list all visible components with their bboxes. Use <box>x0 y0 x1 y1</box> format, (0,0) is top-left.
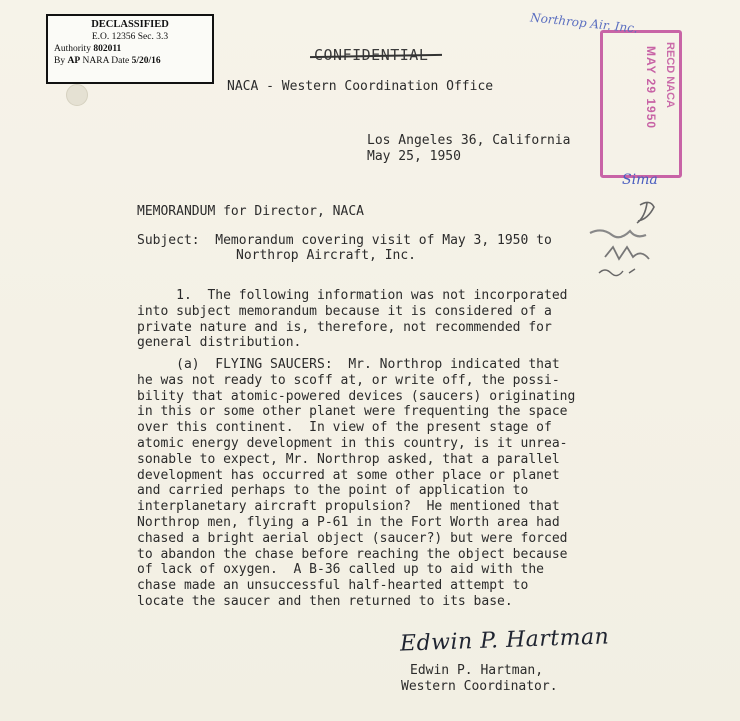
punch-hole <box>66 84 88 106</box>
handwritten-routing-marks <box>585 195 685 285</box>
handwritten-note-company: Northrop Air. Inc. <box>529 10 639 36</box>
declassified-by: By AP NARA Date 5/20/16 <box>54 56 161 66</box>
paragraph-2: (a) FLYING SAUCERS: Mr. Northrop indicated that he was not ready to scoff at, or write off, the possi- bility that atomic-powered devices (saucers) originating in this or some other planet were frequenting the space over this continent. In view of the present stage of atomic energy development in this country, is it unrea- sonable to expect, Mr. Northrop asked, that a parallel development has occurred at some other place or planet and carried perhaps to the point of application to interplanetary aircraft propulsion? He mentioned that Northrop men, flying a P-61 in the Fort Worth area had chased a bright aerial object (saucer?) but were forced to abandon the chase before reaching the object because of lack of oxygen. A B-36 called up to aid with the chase made an unsuccessful half-hearted attempt to locate the saucer and then returned to its base. <box>137 357 576 609</box>
handwritten-signature: Edwin P. Hartman <box>399 624 610 657</box>
declassified-stamp <box>46 14 214 84</box>
declassified-eo: E.O. 12356 Sec. 3.3 <box>91 32 169 42</box>
received-stamp-label: RECD NACA <box>664 42 676 108</box>
handwritten-initials: Sima <box>622 172 658 188</box>
signatory-name: Edwin P. Hartman, <box>410 663 544 678</box>
memo-recipient: MEMORANDUM for Director, NACA <box>137 204 364 219</box>
office-header: NACA - Western Coordination Office <box>227 79 494 94</box>
subject-line-1: Subject: Memorandum covering visit of May 3, 1950 to <box>137 233 552 248</box>
subject-line-2: Northrop Aircraft, Inc. <box>236 248 417 263</box>
declassified-authority: Authority 802011 <box>54 44 122 54</box>
classification-marking: CONFIDENTIAL <box>314 46 429 64</box>
signatory-title: Western Coordinator. <box>401 679 558 694</box>
location-date: May 25, 1950 <box>367 149 461 164</box>
location-city: Los Angeles 36, California <box>367 133 571 148</box>
declassified-title: DECLASSIFIED <box>91 19 169 30</box>
paragraph-1: 1. The following information was not incorporated into subject memorandum because it is considered of a private nature and is, therefore, not recommended for general distribution. <box>137 288 568 351</box>
received-stamp-date: MAY 29 1950 <box>644 46 658 130</box>
